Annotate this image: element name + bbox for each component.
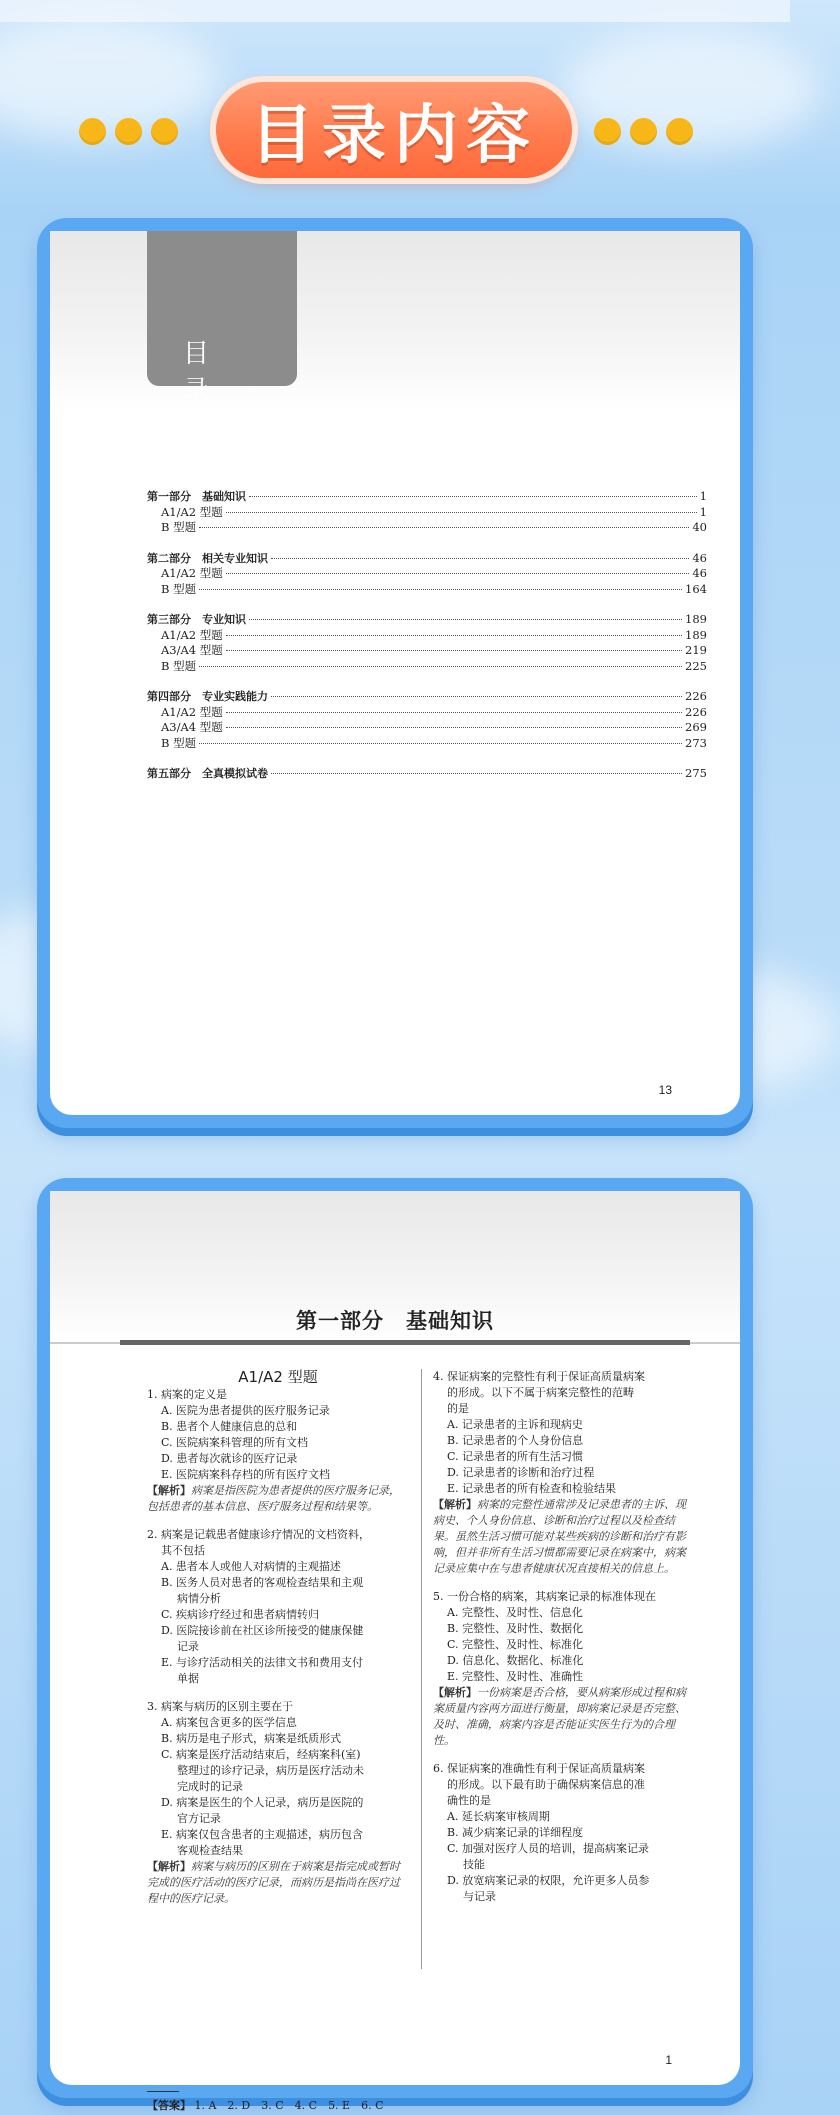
toc-sub-label: B 型题 <box>161 658 197 673</box>
answer-list: 1. A 2. D 3. C 4. C 5. E 6. C <box>194 2099 384 2112</box>
toc-sub-page: 273 <box>685 735 707 750</box>
answer-option: 整理过的诊疗记录，病历是医疗活动未 <box>177 1764 364 1777</box>
divider <box>50 1342 120 1344</box>
toc-part-row <box>147 551 707 567</box>
answer-option: B. 完整性、及时性、数据化 <box>447 1622 584 1635</box>
answer-option: 单据 <box>177 1672 199 1685</box>
dot-icon <box>666 118 693 145</box>
answer-option: A. 病案包含更多的医学信息 <box>161 1716 297 1729</box>
toc-sub-label: B 型题 <box>161 581 197 596</box>
dot-leader <box>199 743 682 744</box>
dot-leader <box>199 589 682 590</box>
toc-part-label: 第四部分 专业实践能力 <box>147 690 268 703</box>
content-card <box>37 1178 753 2112</box>
analysis-text: 病案的完整性通常涉及记录患者的主诉、现病史、个人身份信息、诊断和治疗过程以及检查结果。虽然生活习惯可能对某些疾病的诊断和治疗有影响，但并非所有生活习惯都需要记录在病案中，病案记录应集中在与患者健康状况直接相关的信息上。 <box>433 1498 686 1575</box>
answer-option: E. 与诊疗活动相关的法律文书和费用支付 <box>161 1656 364 1669</box>
toc-part-page: 226 <box>685 689 707 703</box>
dot-leader <box>271 558 689 559</box>
answer-label: 【答案】 <box>147 2099 191 2112</box>
toc-group <box>147 489 707 536</box>
analysis-text: 病案与病历的区别在于病案是指完成或暂时完成的医疗活动的医疗记录，而病历是指尚在医疗过程中的医疗记录。 <box>147 1860 400 1905</box>
content-page <box>50 1191 740 2112</box>
dot-leader <box>226 650 682 651</box>
question-stem-line <box>433 1777 695 1793</box>
question <box>147 1387 409 1515</box>
toc-part-row <box>147 766 707 782</box>
analysis <box>433 1497 695 1577</box>
answer-option: C. 疾病诊疗经过和患者病情转归 <box>161 1608 320 1621</box>
table-of-contents <box>147 489 707 797</box>
toc-sub-page: 46 <box>692 566 707 580</box>
right-dots <box>594 118 693 145</box>
answer-option: C. 医院病案科管理的所有文档 <box>161 1436 309 1449</box>
answer-option: D. 信息化、数据化、标准化 <box>447 1654 584 1667</box>
toc-group <box>147 551 707 598</box>
divider <box>690 1342 740 1344</box>
toc-sub-label: A1/A2 型题 <box>161 504 223 519</box>
toc-sub-page: 226 <box>685 704 707 719</box>
toc-sub-row <box>147 643 707 659</box>
toc-sub-page: 164 <box>685 581 707 596</box>
dot-leader <box>249 619 682 620</box>
dot-leader <box>199 666 682 667</box>
question <box>433 1369 695 1577</box>
divider <box>147 2091 179 2092</box>
toc-sub-row <box>147 505 707 521</box>
question <box>147 1699 409 1907</box>
toc-sub-row <box>147 566 707 582</box>
question-stem-line <box>147 1699 409 1715</box>
question-stem-line <box>147 1387 409 1403</box>
answer-option: 记录 <box>177 1640 199 1653</box>
toc-sub-label: A1/A2 型题 <box>161 566 223 580</box>
page-number: 1 <box>665 2053 672 2067</box>
toc-sub-label: B 型题 <box>161 735 197 750</box>
question-stem-text: 保证病案的准确性有利于保证高质量病案 <box>447 1762 645 1775</box>
toc-part-row <box>147 612 707 628</box>
answer-option: 病情分析 <box>177 1592 221 1605</box>
answer-option: C. 记录患者的所有生活习惯 <box>447 1450 584 1463</box>
question-stem-text: 的是 <box>447 1402 469 1415</box>
question-number: 1. <box>147 1388 158 1401</box>
question-number: 5. <box>433 1590 444 1603</box>
toc-part-label: 第一部分 基础知识 <box>147 490 246 503</box>
dot-leader <box>226 727 682 728</box>
answer-option: D. 放宽病案记录的权限，允许更多人员参 <box>447 1874 650 1887</box>
page-title: 目录内容 <box>250 99 538 173</box>
answer-option: A. 完整性、及时性、信息化 <box>447 1606 583 1619</box>
toc-group <box>147 766 707 782</box>
column-divider <box>421 1369 422 1969</box>
answer-option: 技能 <box>463 1858 485 1871</box>
question-stem-line <box>433 1761 695 1777</box>
left-dots <box>79 118 178 145</box>
answer-option: B. 记录患者的个人身份信息 <box>447 1434 584 1447</box>
analysis <box>147 1859 409 1907</box>
dot-icon <box>594 118 621 145</box>
question-stem-line <box>433 1589 695 1605</box>
toc-part-row <box>147 489 707 505</box>
toc-part-page: 275 <box>685 766 707 780</box>
question <box>433 1589 695 1749</box>
answer-option: 完成时的记录 <box>177 1780 243 1793</box>
analysis <box>433 1685 695 1749</box>
question-stem-text: 病案与病历的区别主要在于 <box>161 1700 293 1713</box>
toc-sub-row <box>147 628 707 644</box>
dot-leader <box>226 512 697 513</box>
toc-sub-label: B 型题 <box>161 520 197 534</box>
analysis-label: 【解析】 <box>147 1484 191 1497</box>
analysis-label: 【解析】 <box>147 1860 191 1873</box>
question-stem-text: 保证病案的完整性有利于保证高质量病案 <box>447 1370 645 1383</box>
answer-option: D. 医院接诊前在社区诊所接受的健康保健 <box>161 1624 364 1637</box>
section-title: 第一部分 基础知识 <box>296 1309 494 1333</box>
toc-sub-row <box>147 705 707 721</box>
analysis-text: 病案是指医院为患者提供的医疗服务记录，包括患者的基本信息、医疗服务过程和结果等。 <box>147 1484 400 1513</box>
toc-page <box>50 231 740 1115</box>
toc-sub-page: 189 <box>685 627 707 642</box>
answer-option: B. 医务人员对患者的客观检查结果和主观 <box>161 1576 364 1589</box>
toc-heading-tab <box>147 231 297 406</box>
question-number: 6. <box>433 1762 444 1775</box>
answer-option: A. 医院为患者提供的医疗服务记录 <box>161 1404 330 1417</box>
answer-option: D. 患者每次就诊的医疗记录 <box>161 1452 298 1465</box>
answer-option: 官方记录 <box>177 1812 221 1825</box>
section-rule <box>120 1340 690 1345</box>
toc-part-row <box>147 689 707 705</box>
question-number: 2. <box>147 1528 158 1541</box>
dot-leader <box>199 527 689 528</box>
answer-option: 与记录 <box>463 1890 496 1903</box>
toc-sub-label: A1/A2 型题 <box>161 704 223 719</box>
answer-option: A. 患者本人或他人对病情的主观描述 <box>161 1560 341 1573</box>
answer-option: D. 记录患者的诊断和治疗过程 <box>447 1466 595 1479</box>
answer-option: C. 完整性、及时性、标准化 <box>447 1638 584 1651</box>
question-stem-text: 一份合格的病案，其病案记录的标准体现在 <box>447 1590 656 1603</box>
toc-sub-row <box>147 520 707 536</box>
answer-key <box>147 2097 384 2113</box>
answer-option: B. 患者个人健康信息的总和 <box>161 1420 298 1433</box>
answer-option: E. 病案仅包含患者的主观描述，病历包含 <box>161 1828 364 1841</box>
toc-sub-row <box>147 582 707 598</box>
question-stem-line <box>433 1401 695 1417</box>
answer-option: D. 病案是医生的个人记录，病历是医院的 <box>161 1796 364 1809</box>
answer-option: A. 延长病案审核周期 <box>447 1810 550 1823</box>
question <box>147 1527 409 1687</box>
toc-part-label: 第三部分 专业知识 <box>147 613 246 626</box>
analysis <box>147 1483 409 1515</box>
toc-heading: 目 录 <box>183 339 272 406</box>
answer-option: A. 记录患者的主诉和现病史 <box>447 1418 583 1431</box>
column-heading: A1/A2 型题 <box>238 1368 318 1386</box>
answer-option: C. 加强对医疗人员的培训，提高病案记录 <box>447 1842 650 1855</box>
analysis-label: 【解析】 <box>433 1498 477 1511</box>
toc-part-page: 189 <box>685 612 707 626</box>
answer-option: E. 记录患者的所有检查和检验结果 <box>447 1482 617 1495</box>
page-number: 13 <box>658 1083 672 1097</box>
toc-sub-page: 40 <box>692 520 707 534</box>
answer-option: B. 减少病案记录的详细程度 <box>447 1826 584 1839</box>
question-stem-text: 的形成。以下不属于病案完整性的范畴 <box>447 1386 634 1399</box>
dot-icon <box>79 118 106 145</box>
title-banner <box>216 82 572 178</box>
question-stem-line <box>433 1369 695 1385</box>
toc-sub-label: A1/A2 型题 <box>161 627 223 642</box>
left-column <box>147 1369 409 1919</box>
question-stem-text: 病案是记载患者健康诊疗情况的文档资料， <box>161 1528 370 1541</box>
toc-sub-row <box>147 736 707 752</box>
question-number: 3. <box>147 1700 158 1713</box>
question-stem-line <box>147 1543 409 1559</box>
toc-card <box>37 218 753 1128</box>
question-stem-text: 病案的定义是 <box>161 1388 227 1401</box>
dot-leader <box>226 573 690 574</box>
toc-sub-page: 269 <box>685 720 707 734</box>
toc-sub-page: 1 <box>699 504 707 519</box>
question-stem-text: 确性的是 <box>447 1794 491 1807</box>
dot-leader <box>226 635 682 636</box>
toc-group <box>147 612 707 674</box>
question-number: 4. <box>433 1370 444 1383</box>
answer-option: 客观检查结果 <box>177 1844 243 1857</box>
toc-sub-row <box>147 659 707 675</box>
toc-sub-row <box>147 720 707 736</box>
dot-icon <box>151 118 178 145</box>
question-stem-line <box>433 1385 695 1401</box>
toc-sub-page: 225 <box>685 658 707 673</box>
dot-leader <box>226 712 682 713</box>
toc-sub-label: A3/A4 型题 <box>161 643 223 657</box>
answer-option: C. 病案是医疗活动结束后，经病案科(室) <box>161 1748 361 1761</box>
top-strip <box>0 0 790 22</box>
dot-icon <box>630 118 657 145</box>
toc-part-page: 46 <box>692 550 707 565</box>
answer-option: B. 病历是电子形式，病案是纸质形式 <box>161 1732 342 1745</box>
toc-sub-label: A3/A4 型题 <box>161 720 223 734</box>
right-column <box>433 1369 695 1917</box>
question <box>433 1761 695 1905</box>
analysis-label: 【解析】 <box>433 1686 477 1699</box>
question-stem-text: 的形成。以下最有助于确保病案信息的准 <box>447 1778 645 1791</box>
dot-leader <box>271 773 682 774</box>
answer-option: E. 医院病案科存档的所有医疗文档 <box>161 1468 331 1481</box>
dot-leader <box>249 496 697 497</box>
question-stem-line <box>147 1527 409 1543</box>
toc-sub-page: 219 <box>685 643 707 657</box>
dot-leader <box>271 696 682 697</box>
toc-group <box>147 689 707 751</box>
toc-part-page: 1 <box>699 489 707 503</box>
toc-part-label: 第五部分 全真模拟试卷 <box>147 767 268 780</box>
question-stem-text: 其不包括 <box>161 1544 205 1557</box>
toc-part-label: 第二部分 相关专业知识 <box>147 551 268 565</box>
question-stem-line <box>433 1793 695 1809</box>
analysis-text: 一份病案是否合格，要从病案形成过程和病案质量内容两方面进行衡量，即病案记录是否完整、及时、准确，病案内容是否能证实医生行为的合理性。 <box>433 1686 686 1747</box>
answer-option: E. 完整性、及时性、准确性 <box>447 1670 584 1683</box>
dot-icon <box>115 118 142 145</box>
